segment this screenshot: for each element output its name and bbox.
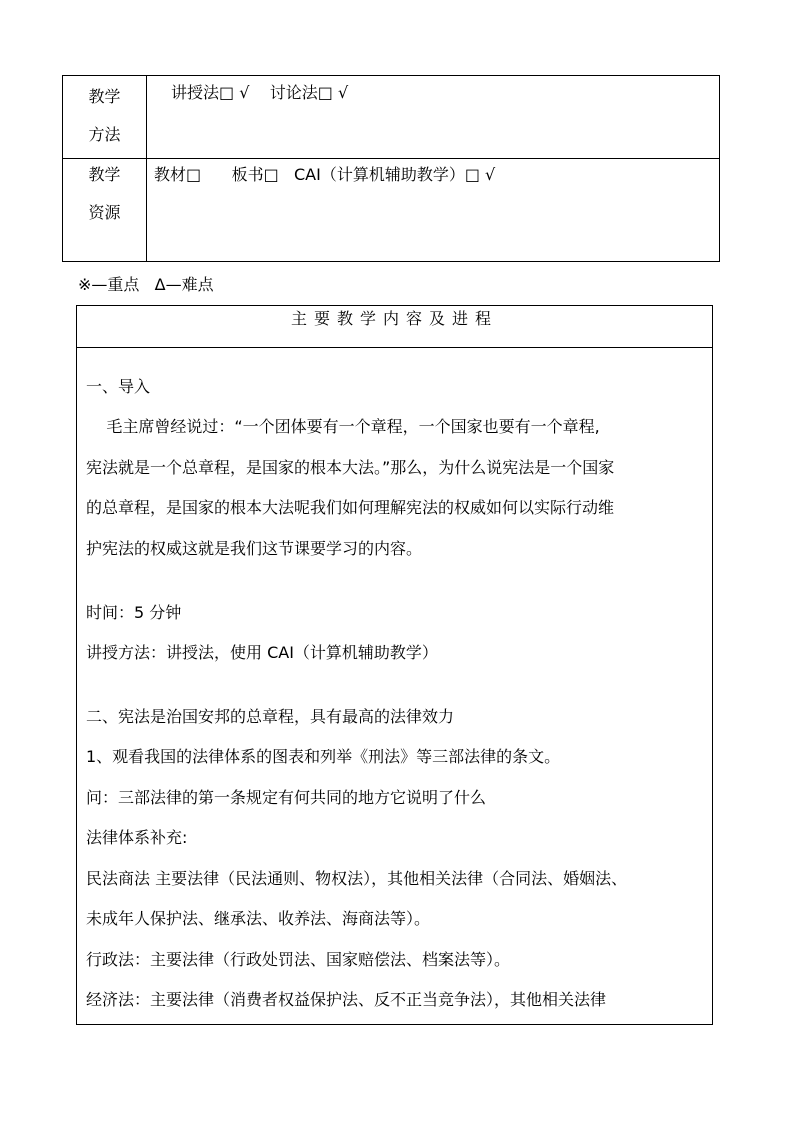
- paragraph-line: 行政法：主要法律（行政处罚法、国家赔偿法、档案法等）。: [86, 950, 511, 969]
- methods-row: [63, 76, 719, 159]
- content-table: [76, 305, 713, 1025]
- methods-label-line2: 方法: [88, 125, 121, 144]
- paragraph-line: 的总章程，是国家的根本大法呢我们如何理解宪法的权威如何以实际行动维: [86, 498, 615, 517]
- paragraph-line: 毛主席曾经说过：“一个团体要有一个章程，一个国家也要有一个章程,: [86, 417, 600, 436]
- key-legend: ※—重点 Δ—难点: [78, 275, 214, 294]
- question-line: 问：三部法律的第一条规定有何共同的地方它说明了什么: [86, 788, 487, 807]
- content-table-header: 主要教学内容及进程: [77, 306, 712, 348]
- resources-row: [63, 158, 719, 262]
- methods-label: [63, 78, 146, 154]
- paragraph-line: 未成年人保护法、继承法、收养法、海商法等）。: [86, 909, 431, 928]
- section-heading: 一、导入: [86, 377, 151, 396]
- column-divider: [146, 158, 147, 262]
- resources-label: [63, 156, 146, 232]
- section-heading: 二、宪法是治国安邦的总章程，具有最高的法律效力: [86, 707, 455, 726]
- time-line: 时间：5 分钟: [86, 603, 182, 622]
- paragraph-line: 法律体系补充:: [86, 828, 188, 847]
- paragraph-line: 护宪法的权威这就是我们这节课要学习的内容。: [86, 539, 423, 558]
- resources-content: 教材□ 板书□ CAI（计算机辅助教学）□ √: [154, 165, 496, 184]
- paragraph-line: 经济法：主要法律（消费者权益保护法、反不正当竞争法），其他相关法律: [86, 990, 607, 1009]
- method-line: 讲授方法：讲授法，使用 CAI（计算机辅助教学）: [86, 643, 438, 662]
- methods-content: 讲授法□ √ 讨论法□ √: [171, 83, 349, 102]
- paragraph-line: 1、观看我国的法律体系的图表和列举《刑法》等三部法律的条文。: [86, 747, 561, 766]
- column-divider: [146, 76, 147, 158]
- methods-label-line1: 教学: [88, 87, 121, 106]
- resources-label-line1: 教学: [88, 165, 121, 184]
- teaching-methods-table: [62, 75, 720, 262]
- paragraph-line: 宪法就是一个总章程，是国家的根本大法。”那么，为什么说宪法是一个国家: [86, 458, 615, 477]
- paragraph-line: 民法商法 主要法律（民法通则、物权法），其他相关法律（合同法、婚姻法、: [86, 869, 628, 888]
- resources-label-line2: 资源: [88, 203, 121, 222]
